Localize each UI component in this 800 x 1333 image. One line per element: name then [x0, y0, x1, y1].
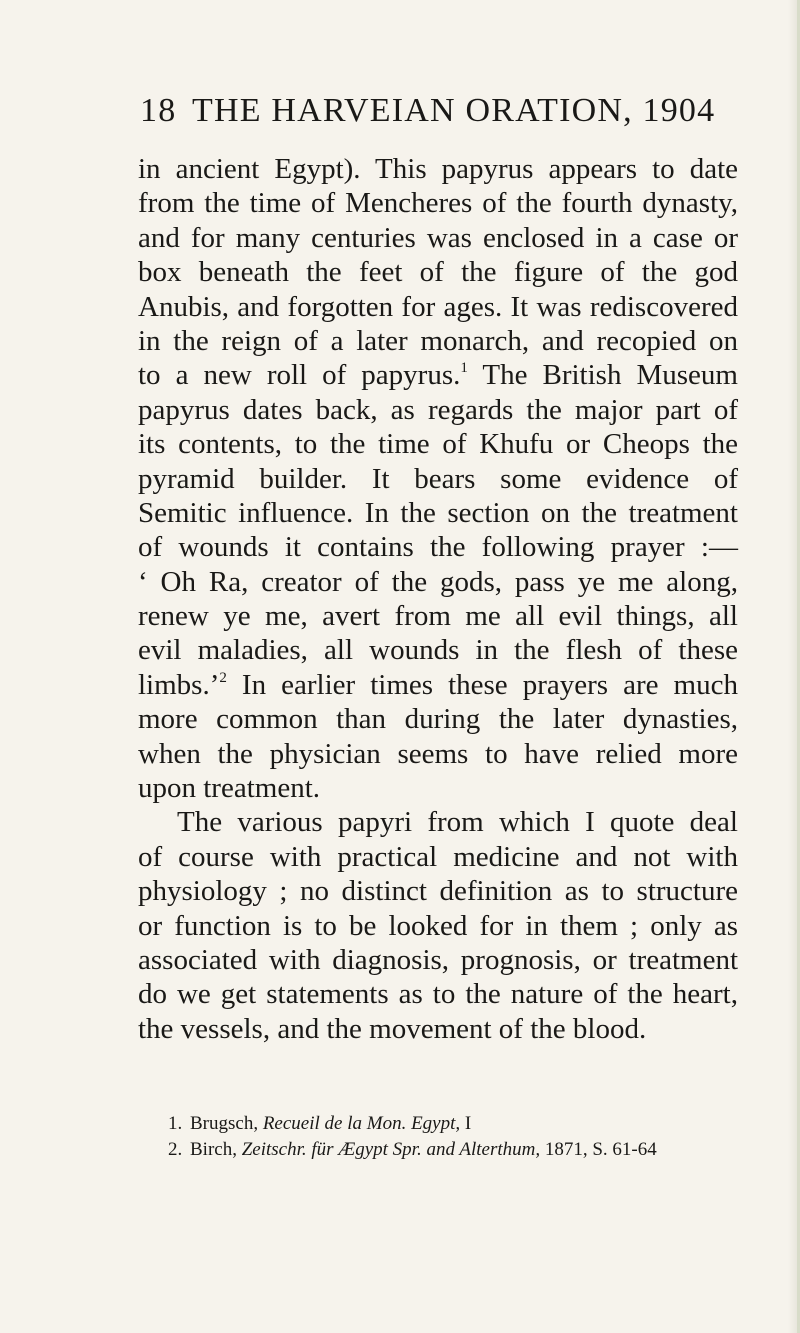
text-segment: box beneath the feet of the figure of the god — [138, 256, 738, 289]
text-line — [138, 462, 738, 496]
text-segment: papyrus dates back, as regards the major part of — [138, 393, 738, 426]
footnote-number: 1. — [168, 1113, 183, 1134]
text-line — [138, 358, 738, 392]
text-segment: associated with diagnosis, prognosis, or treatment — [138, 943, 738, 976]
text-line — [138, 977, 738, 1011]
text-segment: and for many centuries was enclosed in a case or — [138, 221, 738, 254]
text-line — [138, 874, 738, 908]
footnote — [168, 1111, 728, 1137]
text-line — [138, 565, 738, 599]
text-segment: in ancient Egypt). This papyrus appears to date — [138, 153, 738, 185]
footnote-marker: 2 — [219, 669, 227, 686]
text-segment: renew ye me, avert from me all evil things, all — [138, 600, 738, 633]
text-segment: ‘ Oh Ra, creator of the gods, pass ye me along, — [138, 565, 738, 598]
text-line — [138, 771, 738, 805]
text-line — [138, 737, 738, 771]
text-segment: or function is to be looked for in them ; only as — [138, 909, 738, 942]
running-header — [140, 94, 715, 128]
text-segment: upon treatment. — [138, 772, 321, 805]
footnote-marker: 1 — [460, 360, 468, 377]
text-line — [138, 633, 738, 667]
text-segment: In earlier times these prayers are much — [226, 668, 738, 701]
footnote — [168, 1137, 728, 1163]
text-line — [138, 324, 738, 358]
text-line — [138, 393, 738, 427]
text-line — [138, 599, 738, 633]
text-segment: limbs.’ — [138, 668, 220, 701]
text-segment: pyramid builder. It bears some evidence of — [138, 462, 738, 495]
text-line — [138, 255, 738, 289]
text-segment: Anubis, and forgotten for ages. It was rediscovered — [138, 290, 738, 323]
text-segment: from the time of Mencheres of the fourth dynasty, — [138, 187, 738, 220]
text-segment: when the physician seems to have relied more — [138, 737, 738, 770]
text-line — [138, 943, 738, 977]
text-line — [138, 221, 738, 255]
text-segment: in the reign of a later monarch, and recopied on — [138, 324, 738, 357]
footnotes — [168, 1111, 728, 1163]
text-line — [138, 909, 738, 943]
text-segment: of course with practical medicine and not with — [138, 840, 738, 873]
text-line — [138, 530, 738, 564]
footnote-citation: I — [460, 1113, 472, 1134]
text-line — [138, 152, 738, 186]
footnote-number: 2. — [168, 1139, 183, 1160]
footnote-author: Brugsch, — [190, 1113, 259, 1134]
text-segment: evil maladies, all wounds in the flesh of these — [138, 634, 738, 667]
text-line — [138, 1012, 738, 1046]
text-segment: to a new roll of papyrus. — [138, 359, 461, 392]
footnote-author: Birch, — [190, 1139, 237, 1160]
text-segment: of wounds it contains the following prayer :— — [138, 531, 738, 564]
text-line — [138, 840, 738, 874]
text-line — [138, 702, 738, 736]
text-line — [138, 427, 738, 461]
text-line — [138, 805, 738, 839]
running-title: THE HARVEIAN ORATION, 1904 — [192, 92, 716, 129]
text-segment: more common than during the later dynasties, — [138, 703, 738, 736]
text-line — [138, 668, 738, 702]
text-line — [138, 496, 738, 530]
text-segment: do we get statements as to the nature of the heart, — [138, 978, 738, 1011]
footnote-work: Zeitschr. für Ægypt Spr. and Alterthum, — [241, 1139, 541, 1160]
page-number: 18 — [140, 92, 177, 129]
text-segment: its contents, to the time of Khufu or Cheops the — [138, 428, 738, 461]
body-text — [138, 152, 738, 1046]
text-line — [138, 186, 738, 220]
footnote-citation: 1871, S. 61-64 — [540, 1139, 657, 1160]
text-segment: physiology ; no distinct definition as to structure — [138, 875, 738, 908]
text-line — [138, 290, 738, 324]
text-segment: the vessels, and the movement of the blood. — [138, 1012, 647, 1045]
footnote-work: Recueil de la Mon. Egypt, — [262, 1113, 461, 1134]
text-segment: Semitic influence. In the section on the treatment — [138, 496, 738, 529]
text-segment: The British Museum — [467, 359, 738, 392]
text-segment: The various papyri from which I quote deal — [177, 806, 738, 839]
